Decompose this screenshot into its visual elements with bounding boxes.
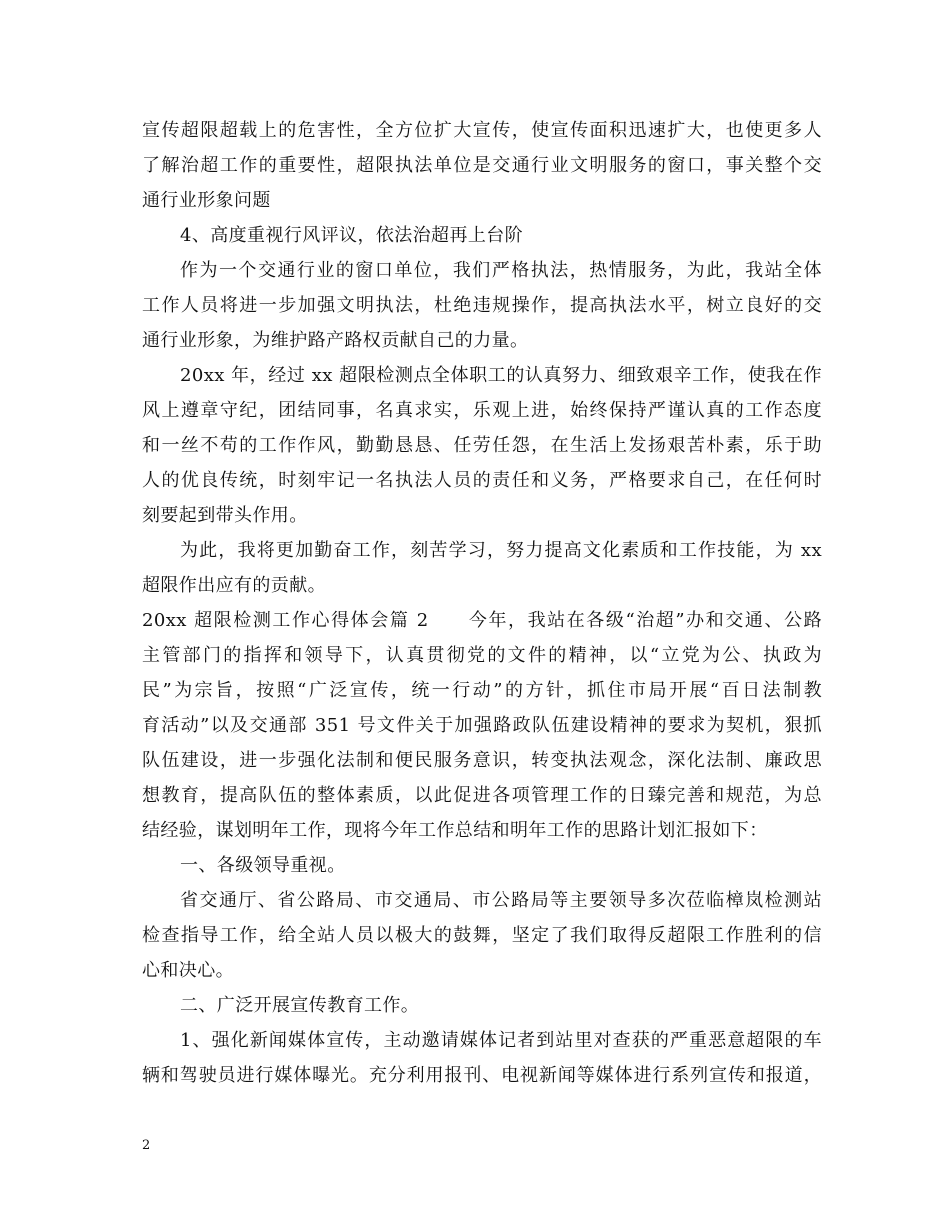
text-line: 育活动”以及交通部 351 号文件关于加强路政队伍建设精神的要求为契机，狠抓: [142, 715, 822, 736]
body-text: [142, 113, 822, 1093]
text-line: 心和决心。: [142, 960, 234, 981]
text-line: 主管部门的指挥和领导下，认真贯彻党的文件的精神，以“立党为公、执政为: [142, 645, 822, 666]
text-line: 为此，我将更加勤奋工作，刻苦学习，努力提高文化素质和工作技能，为 xx: [180, 540, 822, 561]
text-line: 20xx 超限检测工作心得体会篇 2 今年，我站在各级“治超”办和交通、公路: [142, 610, 822, 631]
text-line: 宣传超限超载上的危害性，全方位扩大宣传，使宣传面积迅速扩大，也使更多人: [142, 120, 822, 141]
text-line: 通行业形象问题: [142, 190, 271, 211]
text-line: 超限作出应有的贡献。: [142, 575, 326, 596]
text-line: 结经验，谋划明年工作，现将今年工作总结和明年工作的思路计划汇报如下：: [142, 820, 768, 841]
text-line: 20xx 年，经过 xx 超限检测点全体职工的认真努力、细致艰辛工作，使我在作: [180, 365, 822, 386]
text-line: 4、高度重视行风评议，依法治超再上台阶: [180, 225, 524, 246]
text-line: 刻要起到带头作用。: [142, 505, 308, 526]
text-line: 辆和驾驶员进行媒体曝光。充分利用报刊、电视新闻等媒体进行系列宣传和报道，: [142, 1065, 822, 1086]
text-line: 民”为宗旨，按照“广泛宣传，统一行动”的方针，抓住市局开展“百日法制教: [142, 680, 822, 701]
text-line: 1、强化新闻媒体宣传，主动邀请媒体记者到站里对查获的严重恶意超限的车: [180, 1030, 822, 1051]
page-number: 2: [142, 1138, 151, 1153]
text-line: 一、各级领导重视。: [180, 855, 346, 876]
text-line: 人的优良传统，时刻牢记一名执法人员的责任和义务，严格要求自己，在任何时: [142, 470, 822, 491]
text-line: 队伍建设，进一步强化法制和便民服务意识，转变执法观念，深化法制、廉政思: [142, 750, 822, 771]
text-line: 想教育，提高队伍的整体素质，以此促进各项管理工作的日臻完善和规范，为总: [142, 785, 822, 806]
text-line: 了解治超工作的重要性，超限执法单位是交通行业文明服务的窗口，事关整个交: [142, 155, 822, 176]
text-line: 检查指导工作，给全站人员以极大的鼓舞，坚定了我们取得反超限工作胜利的信: [142, 925, 822, 946]
text-line: 风上遵章守纪，团结同事，名真求实，乐观上进，始终保持严谨认真的工作态度: [142, 400, 822, 421]
text-line: 二、广泛开展宣传教育工作。: [180, 995, 420, 1016]
text-line: 工作人员将进一步加强文明执法，杜绝违规操作，提高执法水平，树立良好的交: [142, 295, 822, 316]
text-line: 省交通厅、省公路局、市交通局、市公路局等主要领导多次莅临樟岚检测站: [180, 890, 822, 911]
text-line: 和一丝不苟的工作作风，勤勤恳恳、任劳任怨，在生活上发扬艰苦朴素，乐于助: [142, 435, 822, 456]
text-line: 作为一个交通行业的窗口单位，我们严格执法，热情服务，为此，我站全体: [180, 260, 822, 281]
text-line: 通行业形象，为维护路产路权贡献自己的力量。: [142, 330, 529, 351]
